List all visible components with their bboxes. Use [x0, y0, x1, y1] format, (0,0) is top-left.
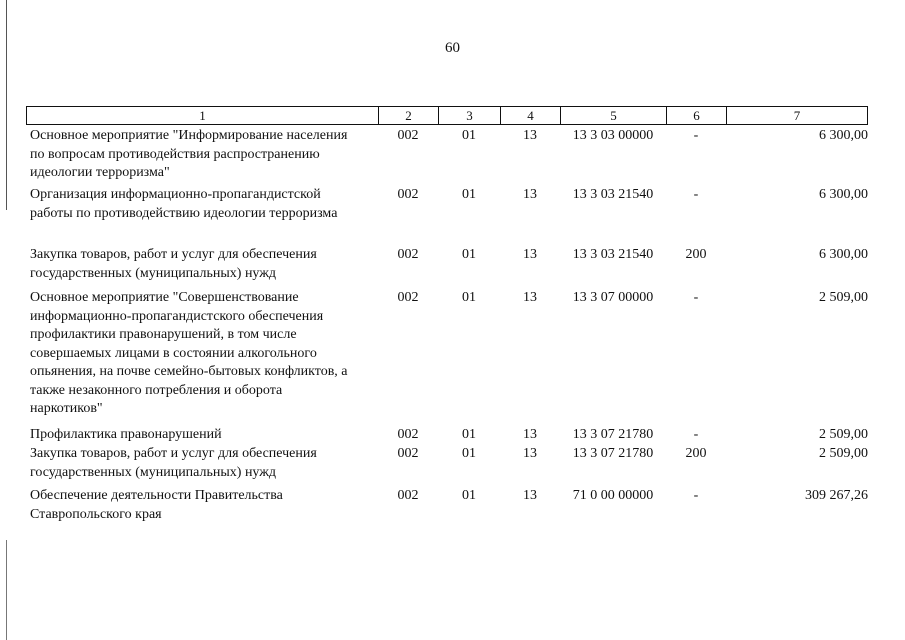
row-col-4: 13: [523, 247, 537, 262]
row-col-7: 2 509,00: [819, 290, 868, 305]
row-col-4: 13: [523, 290, 537, 305]
row-col-4: 13: [523, 446, 537, 461]
header-col-6: 6: [667, 107, 727, 124]
row-name-line: Профилактика правонарушений: [30, 427, 222, 442]
row-col-5: 13 3 03 21540: [572, 247, 654, 262]
row-name-line: наркотиков": [30, 401, 103, 416]
row-name: [30, 426, 380, 445]
row-col-5: 13 3 07 21780: [572, 446, 654, 461]
row-name: [30, 127, 380, 183]
row-col-2: 002: [397, 446, 419, 461]
row-col-2: 002: [397, 187, 419, 202]
row-name-line: Основное мероприятие "Совершенствование: [30, 290, 299, 305]
row-name-line: Организация информационно-пропагандистской: [30, 187, 321, 202]
header-col-5: 5: [561, 107, 667, 124]
row-col-6: -: [693, 488, 699, 503]
row-col-2: 002: [397, 290, 419, 305]
row-col-7: 6 300,00: [819, 187, 868, 202]
row-col-5: 13 3 03 21540: [572, 187, 654, 202]
row-name-line: Закупка товаров, работ и услуг для обеспечения: [30, 247, 317, 262]
row-col-3: 01: [462, 488, 476, 503]
row-col-3: 01: [462, 247, 476, 262]
header-col-2: 2: [379, 107, 439, 124]
row-name-line: Основное мероприятие "Информирование населения: [30, 128, 348, 143]
row-col-4: 13: [523, 187, 537, 202]
row-name-line: работы по противодействию идеологии терроризма: [30, 205, 338, 221]
header-col-4: 4: [501, 107, 561, 124]
row-name: [30, 445, 380, 482]
row-col-6: -: [693, 187, 699, 202]
row-name-line: Ставропольского края: [30, 506, 162, 522]
row-name-line: государственных (муниципальных) нужд: [30, 265, 277, 281]
row-col-5: 13 3 07 00000: [572, 290, 654, 305]
row-col-2: 002: [397, 247, 419, 262]
row-col-5: 13 3 07 21780: [572, 427, 654, 442]
row-name: [30, 246, 380, 283]
row-col-6: -: [693, 427, 699, 442]
row-col-3: 01: [462, 187, 476, 202]
row-col-4: 13: [523, 427, 537, 442]
row-col-6: 200: [685, 446, 707, 461]
row-col-3: 01: [462, 290, 476, 305]
row-col-5: 71 0 00 00000: [572, 488, 654, 503]
row-col-6: 200: [685, 247, 707, 262]
row-name-line: Обеспечение деятельности Правительства: [30, 488, 283, 503]
row-name-line: Закупка товаров, работ и услуг для обеспечения: [30, 446, 317, 461]
row-name-line: информационно-пропагандистского обеспечения: [30, 308, 324, 324]
row-col-7: 2 509,00: [819, 427, 868, 442]
header-col-3: 3: [439, 107, 501, 124]
row-col-7: 6 300,00: [819, 247, 868, 262]
row-name-line: совершаемых лицами в состоянии алкогольного: [30, 345, 317, 361]
page-number: 60: [445, 40, 460, 56]
row-col-5: 13 3 03 00000: [572, 128, 654, 143]
row-col-4: 13: [523, 128, 537, 143]
row-name: [30, 289, 380, 419]
row-name-line: профилактики правонарушений, в том числе: [30, 327, 297, 342]
row-col-4: 13: [523, 488, 537, 503]
row-col-2: 002: [397, 488, 419, 503]
row-col-7: 309 267,26: [805, 488, 868, 503]
scan-edge-line: [6, 540, 7, 640]
row-name-line: опьянения, на почве семейно-бытовых конфликтов, а: [30, 364, 348, 379]
table-header: [26, 106, 868, 125]
header-col-7: 7: [793, 108, 801, 123]
row-col-6: -: [693, 128, 699, 143]
row-col-2: 002: [397, 128, 419, 143]
header-col-1: 1: [27, 107, 379, 124]
row-col-2: 002: [397, 427, 419, 442]
row-col-6: -: [693, 290, 699, 305]
row-name-line: по вопросам противодействия распространению: [30, 146, 320, 162]
row-col-3: 01: [462, 446, 476, 461]
row-name: [30, 186, 380, 223]
row-name-line: также незаконного потребления и оборота: [30, 382, 283, 398]
row-name-line: идеологии терроризма": [30, 165, 170, 180]
row-name: [30, 487, 380, 524]
row-col-3: 01: [462, 427, 476, 442]
row-col-7: 2 509,00: [819, 446, 868, 461]
row-col-3: 01: [462, 128, 476, 143]
row-name-line: государственных (муниципальных) нужд: [30, 464, 277, 480]
scan-edge-line: [6, 0, 7, 210]
row-col-7: 6 300,00: [819, 128, 868, 143]
